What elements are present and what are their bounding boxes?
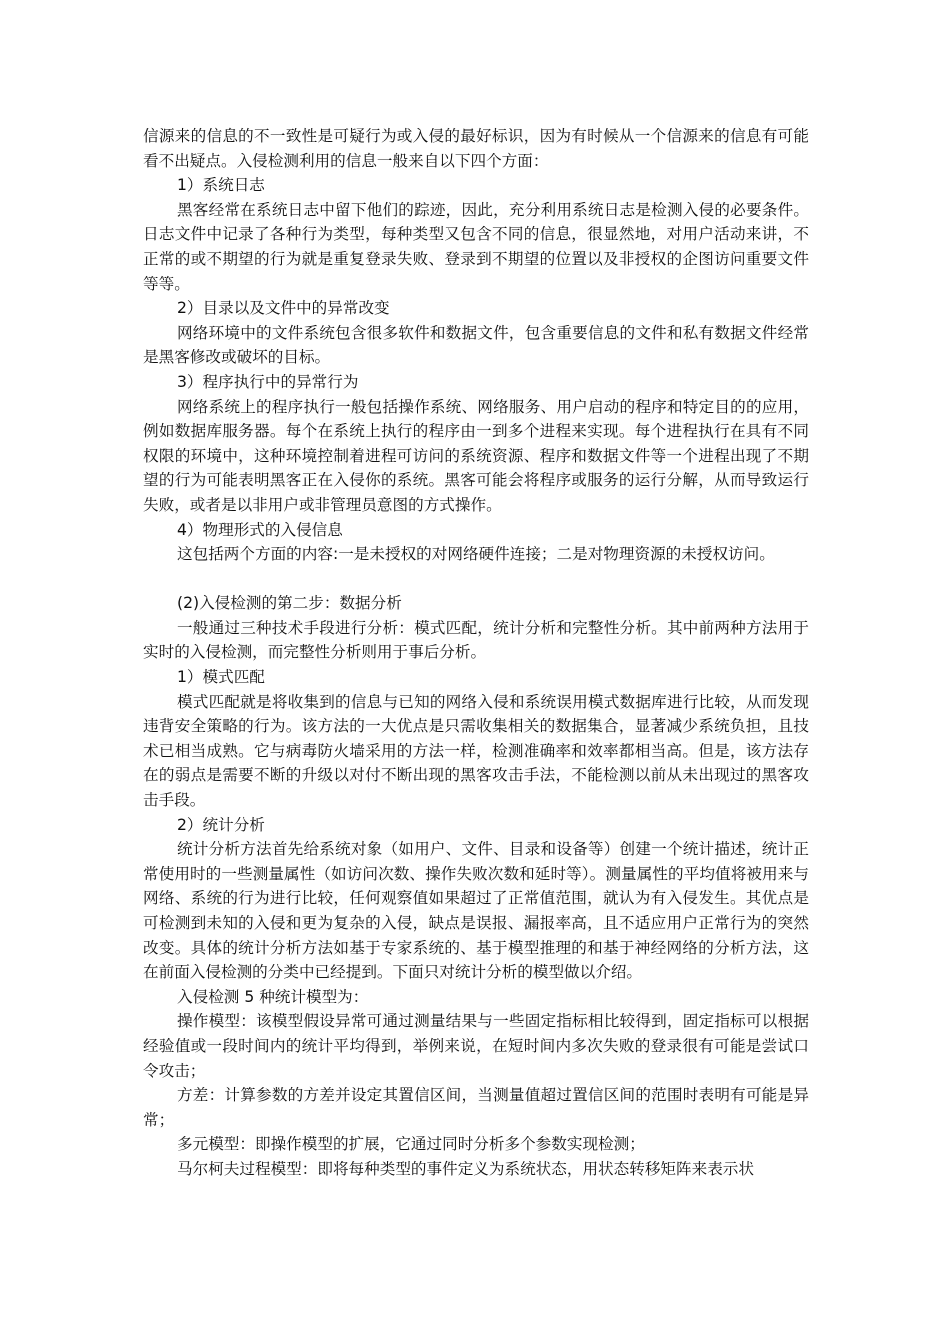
- blank-line: [143, 567, 809, 592]
- paragraph: 黑客经常在系统日志中留下他们的踪迹，因此，充分利用系统日志是检测入侵的必要条件。日志文件中记录了各种行为类型，每种类型又包含不同的信息，很显然地，对用户活动来讲，不正常的或不期望的行为就是重复登录失败、登录到不期望的位置以及非授权的企图访问重要文件等等。: [143, 200, 809, 293]
- paragraph: 1）系统日志: [177, 176, 265, 195]
- paragraph: (2)入侵检测的第二步：数据分析: [177, 594, 402, 613]
- paragraph: 多元模型：即操作模型的扩展，它通过同时分析多个参数实现检测；: [177, 1135, 645, 1154]
- paragraph: 这包括两个方面的内容:一是未授权的对网络硬件连接；二是对物理资源的未授权访问。: [177, 545, 775, 564]
- paragraph: 3）程序执行中的异常行为: [177, 372, 359, 391]
- paragraph: 4）物理形式的入侵信息: [177, 520, 343, 539]
- paragraph: 信源来的信息的不一致性是可疑行为或入侵的最好标识，因为有时候从一个信源来的信息有可能看不出疑点。入侵检测利用的信息一般来自以下四个方面：: [143, 127, 809, 170]
- paragraph: 操作模型：该模型假设异常可通过测量结果与一些固定指标相比较得到，固定指标可以根据经验值或一段时间内的统计平均得到，举例来说，在短时间内多次失败的登录很有可能是尝试口令攻击；: [143, 1012, 809, 1080]
- paragraph: 一般通过三种技术手段进行分析：模式匹配，统计分析和完整性分析。其中前两种方法用于实时的入侵检测，而完整性分析则用于事后分析。: [143, 618, 809, 662]
- paragraph: 统计分析方法首先给系统对象（如用户、文件、目录和设备等）创建一个统计描述，统计正常使用时的一些测量属性（如访问次数、操作失败次数和延时等）。测量属性的平均值将被用来与网络、系统的行为进行比较，任何观察值如果超过了正常值范围，就认为有入侵发生。其优点是可检测到未知的入侵和更为复杂的入侵，缺点是误报、漏报率高，且不适应用户正常行为的突然改变。具体的统计分析方法如基于专家系统的、基于模型推理的和基于神经网络的分析方法，这在前面入侵检测的分类中已经提到。下面只对统计分析的模型做以介绍。: [143, 840, 809, 982]
- paragraph: 2）目录以及文件中的异常改变: [177, 299, 390, 318]
- paragraph: 1）模式匹配: [177, 668, 265, 687]
- paragraph: 网络环境中的文件系统包含很多软件和数据文件，包含重要信息的文件和私有数据文件经常是黑客修改或破坏的目标。: [143, 323, 809, 367]
- paragraph: 马尔柯夫过程模型：即将每种类型的事件定义为系统状态，用状态转移矩阵来表示状: [177, 1159, 754, 1178]
- document-body: [143, 124, 809, 1182]
- paragraph: 2）统计分析: [177, 815, 265, 834]
- paragraph: 方差：计算参数的方差并设定其置信区间，当测量值超过置信区间的范围时表明有可能是异常；: [143, 1086, 809, 1129]
- paragraph: 入侵检测 5 种统计模型为：: [177, 987, 369, 1006]
- paragraph: 网络系统上的程序执行一般包括操作系统、网络服务、用户启动的程序和特定目的的应用，例如数据库服务器。每个在系统上执行的程序由一到多个进程来实现。每个进程执行在具有不同权限的环境中，这种环境控制着进程可访问的系统资源、程序和数据文件等一个进程出现了不期望的行为可能表明黑客正在入侵你的系统。黑客可能会将程序或服务的运行分解，从而导致运行失败，或者是以非用户或非管理员意图的方式操作。: [143, 397, 809, 514]
- paragraph: 模式匹配就是将收集到的信息与已知的网络入侵和系统误用模式数据库进行比较，从而发现违背安全策略的行为。该方法的一大优点是只需收集相关的数据集合，显著减少系统负担，且技术已相当成熟。它与病毒防火墙采用的方法一样，检测准确率和效率都相当高。但是，该方法存在的弱点是需要不断的升级以对付不断出现的黑客攻击手法，不能检测以前从未出现过的黑客攻击手段。: [143, 692, 809, 810]
